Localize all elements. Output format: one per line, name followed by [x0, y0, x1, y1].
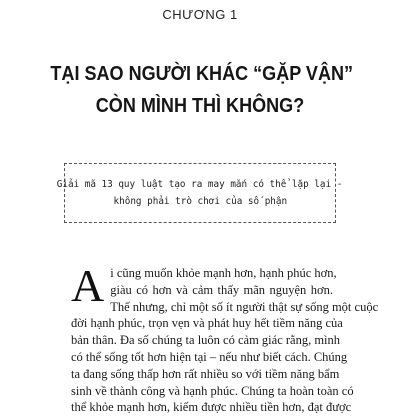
body-line: thể khỏe mạnh hơn, kiếm được nhiều tiền hơn, đạt được [71, 400, 352, 415]
body-line: i cũng muốn khỏe mạnh hơn, hạnh phúc hơn, [110, 266, 337, 280]
epigraph-line: không phải trò chơi của số phận [113, 196, 287, 207]
body-line: Thế nhưng, chỉ một số ít người thật sự sống một cuộc [110, 299, 379, 314]
chapter-title-line: CÒN MÌNH THÌ KHÔNG? [95, 94, 305, 117]
drop-cap: A [71, 260, 105, 311]
body-line: có thể sống tốt hơn hiện tại – nếu như biết cách. Chúng [71, 349, 348, 364]
epigraph-box [57, 163, 343, 223]
body-line: sinh về thành công và hạnh phúc. Chúng ta hoàn toàn có [71, 383, 354, 398]
chapter-title-line: TẠI SAO NGƯỜI KHÁC “GẶP VẬN” [50, 62, 354, 85]
chapter-title [50, 58, 354, 122]
body-line: bản thân. Đa số chúng ta luôn có cảm giác rằng, mình [71, 333, 341, 348]
body-line: đời hạnh phúc, trọn vẹn và phát huy hết tiềm năng của [71, 316, 343, 331]
chapter-label: CHƯƠNG 1 [162, 7, 238, 22]
body-line: ta đang sống thấp hơn rất nhiều so với tiềm năng bẩm [71, 366, 340, 381]
body-paragraph [71, 260, 379, 416]
body-line: giàu có hơn và cảm thấy mãn nguyện hơn. [110, 282, 333, 297]
epigraph-line: Giải mã 13 quy luật tạo ra may mắn có thể lặp lại - [57, 179, 343, 190]
